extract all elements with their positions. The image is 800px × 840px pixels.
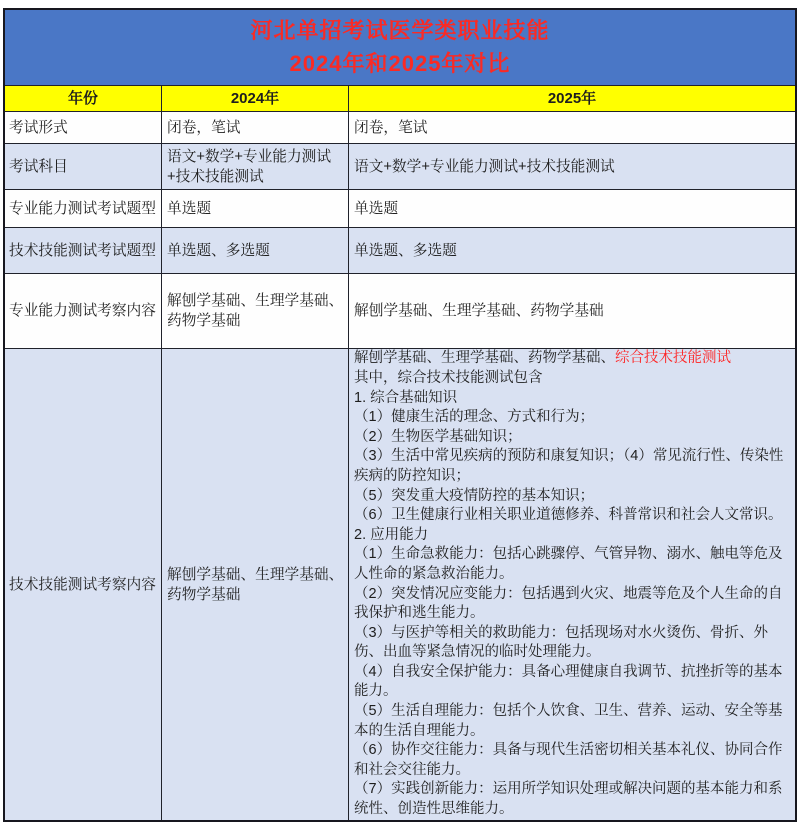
cell-2025-exam-subjects: 语文+数学+专业能力测试+技术技能测试: [349, 144, 795, 190]
cell-2025-tech-question-type: 单选题、多选题: [349, 228, 795, 274]
row-label-tech-content: 技术技能测试考察内容: [5, 349, 162, 820]
content-line: （2）生物医学基础知识；: [354, 428, 522, 445]
content-line: （2）突发情况应变能力：包括遇到火灾、地震等危及个人生命的自我保护和逃生能力。: [354, 585, 783, 622]
content-intro-black: 解刨学基础、生理学基础、药物学基础、: [354, 350, 615, 367]
content-line: （3）与医护等相关的救助能力：包括现场对水火烫伤、骨折、外伤、出血等紧急情况的临时处理能力。: [354, 624, 769, 661]
title-banner: [5, 10, 795, 86]
content-line: 2. 应用能力: [354, 526, 429, 543]
content-lines: [354, 369, 791, 820]
content-line: （5）突发重大疫情防控的基本知识；: [354, 487, 595, 504]
page-title-line1: 河北单招考试医学类职业技能: [250, 18, 550, 43]
cell-2024-pro-content: 解刨学基础、生理学基础、药物学基础: [162, 274, 349, 349]
cell-2025-pro-content: 解刨学基础、生理学基础、药物学基础: [349, 274, 795, 349]
content-line: 1. 综合基础知识: [354, 389, 458, 406]
cell-2025-exam-form: 闭卷，笔试: [349, 112, 795, 144]
cell-2024-pro-question-type: 单选题: [162, 190, 349, 228]
content-line: （1）健康生活的理念、方式和行为；: [354, 409, 595, 426]
column-header-2024: 2024年: [162, 86, 349, 112]
page-title-line2: 2024年和2025年对比: [289, 51, 511, 76]
content-line: （3）生活中常见疾病的预防和康复知识；（4）常见流行性、传染性疾病的防控知识；: [354, 448, 784, 484]
comparison-table: [3, 8, 797, 822]
content-line: （6）协作交往能力：具备与现代生活密切相关基本礼仪、协同合作和社会交往能力。: [354, 742, 783, 778]
cell-2024-tech-question-type: 单选题、多选题: [162, 228, 349, 274]
cell-2024-exam-subjects: 语文+数学+专业能力测试+技术技能测试: [162, 144, 349, 190]
row-label-exam-subjects: 考试科目: [5, 144, 162, 190]
cell-2025-pro-question-type: 单选题: [349, 190, 795, 228]
row-label-tech-question-type: 技术技能测试考试题型: [5, 228, 162, 274]
content-line: （5）生活自理能力：包括个人饮食、卫生、营养、运动、安全等基本的生活自理能力。: [354, 703, 783, 739]
cell-2024-exam-form: 闭卷，笔试: [162, 112, 349, 144]
content-line: （6）卫生健康行业相关职业道德修养、科普常识和社会人文常识。: [354, 507, 783, 524]
column-header-2025: 2025年: [349, 86, 795, 112]
cell-2024-tech-content: 解刨学基础、生理学基础、药物学基础: [162, 349, 349, 820]
content-intro-line: [354, 349, 791, 369]
content-line: （1）生命急救能力：包括心跳骤停、气管异物、溺水、触电等危及人性命的紧急救治能力。: [354, 546, 783, 582]
tech-content-text-block: [354, 349, 791, 819]
content-intro-highlight: 综合技术技能测试: [615, 350, 731, 367]
cell-2025-tech-content: [349, 349, 795, 820]
content-line: （7）实践创新能力：运用所学知识处理或解决问题的基本能力和系统性、创造性思维能力。: [354, 781, 783, 818]
column-header-year: 年份: [5, 86, 162, 112]
content-line: （4）自我安全保护能力：具备心理健康自我调节、抗挫折等的基本能力。: [354, 663, 783, 700]
row-label-pro-question-type: 专业能力测试考试题型: [5, 190, 162, 228]
row-label-pro-content: 专业能力测试考察内容: [5, 274, 162, 349]
content-line: 其中，综合技术技能测试包含: [354, 369, 543, 386]
row-label-exam-form: 考试形式: [5, 112, 162, 144]
